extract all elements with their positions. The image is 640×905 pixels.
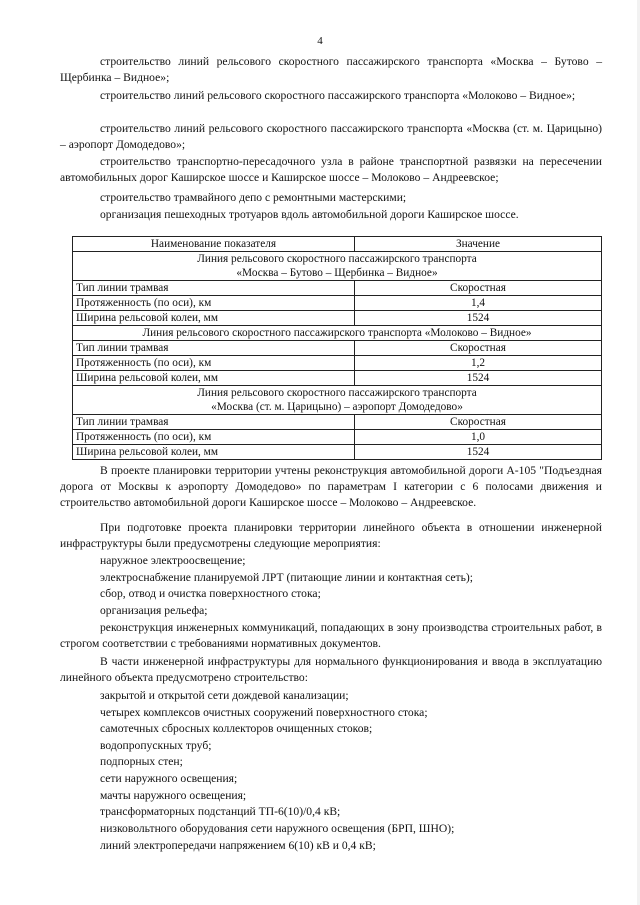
list-item: сбор, отвод и очистка поверхностного стока; [100,587,321,600]
list-item: трансформаторных подстанций ТП-6(10)/0,4 кВ; [100,805,341,818]
table-row: Протяженность (по оси), км 1,0 [73,430,602,445]
list-item: подпорных стен; [100,755,183,768]
table-row: Ширина рельсовой колеи, мм 1524 [73,445,602,460]
page-number: 4 [317,35,323,47]
list-item: самотечных сбросных коллекторов очищенных стоков; [100,722,373,735]
table-row: Протяженность (по оси), км 1,4 [73,296,602,311]
list-item: строительство транспортно-пересадочного узла в районе транспортной развязки на пересечении автомобильных дорог Каширское шоссе и Каширское шоссе – Молоково – Андреевское; [60,155,602,184]
paragraph-reconstruction: В проекте планировки территории учтены реконструкция автомобильной дороги А-105 "Подъездная дорога от Москвы к аэропорту Домодедово» по параметрам I категории с 6 полосами движения и строительство автомобильной дороги Каширское шоссе – Молоково – Андреевское. [60,464,602,509]
table-row: Ширина рельсовой колеи, мм 1524 [73,371,602,386]
group-title: Линия рельсового скоростного пассажирского транспорта «Москва – Бутово – Щербинка – Видное» [73,252,602,281]
column-header-value: Значение [355,237,602,252]
list-item: электроснабжение планируемой ЛРТ (питающие линии и контактная сеть); [100,571,473,584]
paragraph-construction: В части инженерной инфраструктуры для нормального функционирования и ввода в эксплуатацию линейного объекта предусмотрено строительство: [60,655,602,684]
list-item: строительство линий рельсового скоростного пассажирского транспорта «Москва – Бутово – Щербинка – Видное»; [60,55,602,84]
table-header-row [73,237,602,252]
group-title: Линия рельсового скоростного пассажирского транспорта «Москва (ст. м. Царицыно) – аэропорт Домодедово» [73,386,602,415]
paragraph-relocation: реконструкция инженерных коммуникаций, попадающих в зону производства строительных работ, в строгом соответствии с требованиями нормативных документов. [60,621,602,650]
list-item: наружное электроосвещение; [100,554,246,567]
list-item: водопропускных труб; [100,739,212,752]
list-item: строительство линий рельсового скоростного пассажирского транспорта «Молоково – Видное»; [100,89,576,102]
list-item: строительство трамвайного депо с ремонтными мастерскими; [100,191,407,204]
table-row: Протяженность (по оси), км 1,2 [73,356,602,371]
list-item: четырех комплексов очистных сооружений поверхностного стока; [100,706,428,719]
list-item: организация пешеходных тротуаров вдоль автомобильной дороги Каширское шоссе. [100,208,519,221]
list-item: линий электропередачи напряжением 6(10) кВ и 0,4 кВ; [100,839,376,852]
list-item: низковольтного оборудования сети наружного освещения (БРП, ШНО); [100,822,455,835]
paragraph-engineering: При подготовке проекта планировки территории линейного объекта в отношении инженерной инфраструктуры были предусмотрены следующие мероприятия: [60,521,602,550]
table-row: Тип линии трамвая Скоростная [73,415,602,430]
list-item: сети наружного освещения; [100,772,238,785]
group-title-row [73,326,602,341]
group-title: Линия рельсового скоростного пассажирского транспорта «Молоково – Видное» [73,326,602,341]
table-row: Ширина рельсовой колеи, мм 1524 [73,311,602,326]
list-item: мачты наружного освещения; [100,789,247,802]
indicators-table [72,236,602,460]
list-item: организация рельефа; [100,604,208,617]
list-item: закрытой и открытой сети дождевой канализации; [100,689,349,702]
table-row: Тип линии трамвая Скоростная [73,341,602,356]
table-row: Тип линии трамвая Скоростная [73,281,602,296]
list-item: строительство линий рельсового скоростного пассажирского транспорта «Москва (ст. м. Царицыно) – аэропорт Домодедово»; [60,122,602,151]
group-title-row [73,252,602,281]
group-title-row [73,386,602,415]
column-header-name: Наименование показателя [73,237,355,252]
